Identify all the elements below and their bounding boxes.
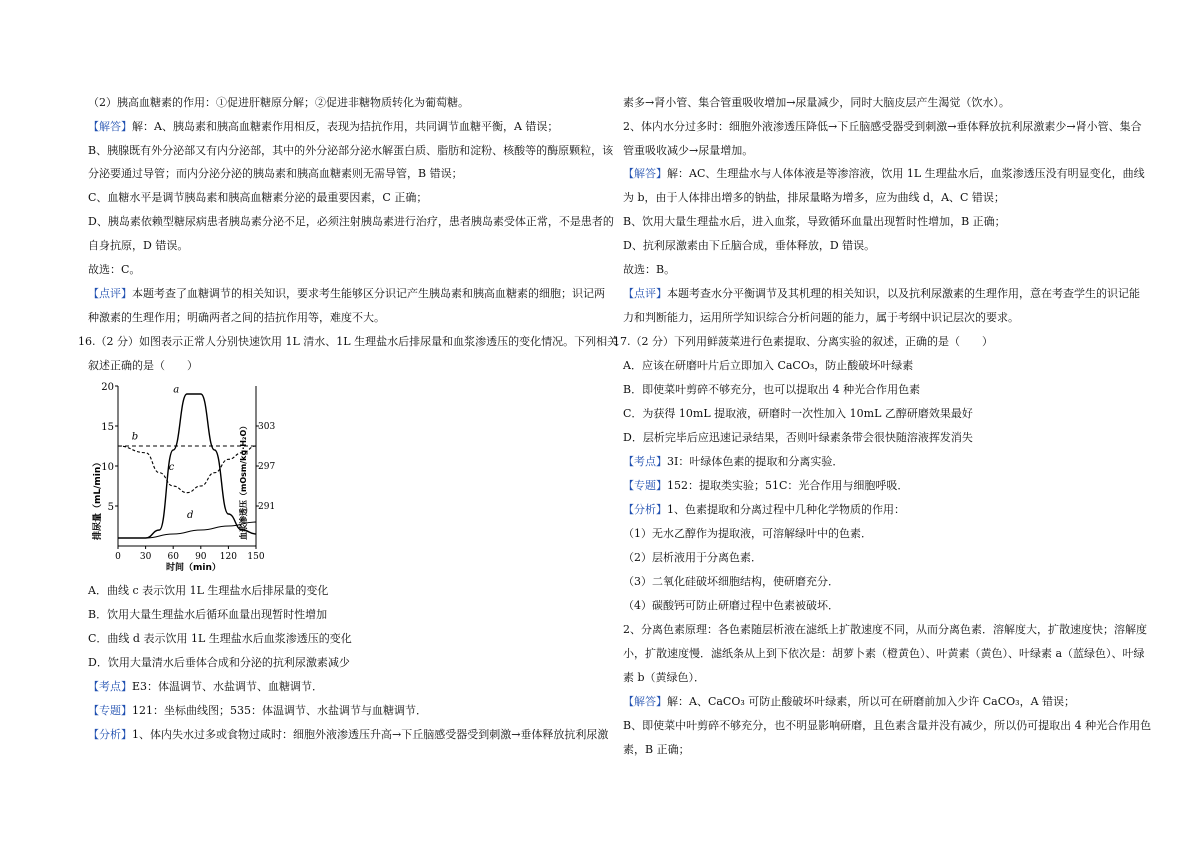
fenxi-text: 1、色素提取和分离过程中几种化学物质的作用： [667,503,905,516]
text-line: C、血糖水平是调节胰岛素和胰高血糖素分泌的最重要因素，C 正确； [88,191,428,204]
answer-tag: 【解答】 [623,695,667,708]
text-line: （2）层析液用于分离色素． [623,551,762,564]
text-line: （4）碳酸钙可防止研磨过程中色素被破坏． [623,599,839,612]
option-d: D．层析完毕后应迅速记录结果，否则叶绿素条带会很快随溶液挥发消失 [623,431,973,444]
right-axis-label: 血浆渗透压（mOsm/kg·H₂O） [239,421,248,540]
comment-tag: 【点评】 [623,287,667,300]
kaodian-tag: 【考点】 [88,680,132,693]
text-line: 小，扩散速度慢．滤纸条从上到下依次是：胡萝卜素（橙黄色）、叶黄素（黄色）、叶绿素 a（蓝绿色）、叶绿 [623,647,1145,660]
kaodian-line [88,680,323,694]
fenxi-tag: 【分析】 [88,728,132,741]
option-a: A．应该在研磨叶片后立即加入 CaCO₃，防止酸破坏叶绿素 [623,359,914,372]
option-a: A．曲线 c 表示饮用 1L 生理盐水后排尿量的变化 [88,584,329,597]
curve-label-b: b [131,431,139,443]
text-line: D、胰岛素依赖型糖尿病患者胰岛素分泌不足，必须注射胰岛素进行治疗，患者胰岛素受体正常，不是患者的 [88,215,614,228]
text-line: （1）无水乙醇作为提取液，可溶解绿叶中的色素． [623,527,872,540]
question-16-stem-cont: 叙述正确的是（ ） [88,359,198,372]
zhuanti-tag: 【专题】 [623,479,667,492]
text-line: B、饮用大量生理盐水后，进入血浆，导致循环血量出现暂时性增加，B 正确； [623,215,1006,228]
zhuanti-text: 121：坐标曲线图；535：体温调节、水盐调节与血糖调节． [132,704,427,717]
comment-text: 本题考查了血糖调节的相关知识，要求考生能够区分识记产生胰岛素和胰高血糖素的细胞；识记两 [132,287,605,300]
zhuanti-text: 152：提取类实验；51C：光合作用与细胞呼吸． [667,479,909,492]
option-b: B．饮用大量生理盐水后循环血量出现暂时性增加 [88,608,328,621]
question-16-stem: 16.（2 分）如图表示正常人分别快速饮用 1L 清水、1L 生理盐水后排尿量和血浆渗透压的变化情况。下列相关 [78,335,619,348]
text-line: 2、体内水分过多时：细胞外液渗透压降低→下丘脑感受器受到刺激→垂体释放抗利尿激素少→肾小管、集合 [623,120,1142,133]
left-tick-label: 5 [107,502,114,513]
left-tick-label: 10 [101,462,114,473]
zhuanti-line [88,704,427,718]
curve-label-c: c [168,462,175,473]
zhuanti-line [623,479,908,493]
curve-c [118,446,256,493]
answer-text: 解：A、CaCO₃ 可防止酸破坏叶绿素，所以可在研磨前加入少许 CaCO₃，A 错误； [667,695,1076,708]
right-tick-label: 291 [258,502,276,512]
curve-label-d: d [187,510,194,521]
text-line: 素，B 正确； [623,743,690,756]
tick-group [101,382,275,562]
answer-line [88,120,558,134]
comment-tag: 【点评】 [88,287,132,300]
kaodian-line [623,455,843,469]
kaodian-text: 3I：叶绿体色素的提取和分离实验． [667,455,844,468]
answer-line [623,167,1145,181]
text-line: B、胰腺既有外分泌部又有内分泌部，其中的外分泌部分泌水解蛋白质、脂肪和淀粉、核酸等的酶原颗粒，该 [88,144,614,157]
x-tick-label: 150 [247,552,265,562]
zhuanti-tag: 【专题】 [88,704,132,717]
chart-svg [93,380,296,576]
fenxi-line [88,728,608,742]
right-tick-label: 297 [258,462,276,472]
text-line: 素 b（黄绿色）． [623,671,706,684]
x-tick-label: 30 [139,552,152,562]
x-tick-label: 60 [167,552,179,562]
right-tick-label: 303 [258,422,276,432]
answer-line [623,695,1075,709]
curve-d [118,522,256,538]
kaodian-text: E3：体温调节、水盐调节、血糖调节． [132,680,324,693]
text-line: 自身抗原，D 错误。 [88,239,189,252]
curve-group [118,384,256,538]
text-line: D、抗利尿激素由下丘脑合成，垂体释放，D 错误。 [623,239,876,252]
text-line: 为 b，由于人体排出增多的钠盐，排尿量略为增多，应为曲线 d，A、C 错误； [623,191,1005,204]
text-line: 2、分离色素原理：各色素随层析液在滤纸上扩散速度不同，从而分离色素．溶解度大，扩散速度快；溶解度 [623,623,1147,636]
x-axis-label: 时间（min） [166,563,221,573]
comment-line [623,287,1140,301]
text-line: 分泌要通过导管；而内分泌分泌的胰岛素和胰高血糖素则无需导管，B 错误； [88,167,463,180]
x-tick-label: 90 [195,552,207,562]
left-tick-label: 15 [101,422,114,433]
x-tick-label: 120 [219,552,237,562]
text-line: 故选：C。 [88,263,141,276]
text-line: 故选：B。 [623,263,676,276]
question-17-stem: 17.（2 分）下列用鲜菠菜进行色素提取、分离实验的叙述，正确的是（ ） [613,335,993,348]
answer-tag: 【解答】 [623,167,667,180]
answer-text: 解：A、胰岛素和胰高血糖素作用相反，表现为拮抗作用，共同调节血糖平衡，A 错误； [132,120,559,133]
comment-line [88,287,605,301]
option-b: B．即使菜叶剪碎不够充分，也可以提取出 4 种光合作用色素 [623,383,921,396]
left-tick-label: 20 [101,382,114,393]
text-line: （3）二氧化硅破坏细胞结构，使研磨充分． [623,575,839,588]
answer-text: 解：AC、生理盐水与人体体液是等渗溶液，饮用 1L 生理盐水后，血浆渗透压没有明显变化，曲线 [667,167,1145,180]
left-axis-label: 排尿量（mL/min） [93,457,103,540]
answer-tag: 【解答】 [88,120,132,133]
option-c: C．曲线 d 表示饮用 1L 生理盐水后血浆渗透压的变化 [88,632,352,645]
comment-text: 本题考查水分平衡调节及其机理的相关知识，以及抗利尿激素的生理作用，意在考查学生的识记能 [667,287,1140,300]
x-tick-label: 0 [115,552,121,562]
fenxi-text: 1、体内失水过多或食物过咸时：细胞外液渗透压升高→下丘脑感受器受到刺激→垂体释放抗利尿激 [132,728,609,741]
fenxi-line [623,503,905,517]
kaodian-tag: 【考点】 [623,455,667,468]
text-line: 种激素的生理作用；明确两者之间的拮抗作用等，难度不大。 [88,311,385,324]
text-line: 力和判断能力，运用所学知识综合分析问题的能力，属于考纲中识记层次的要求。 [623,311,1019,324]
option-d: D．饮用大量清水后垂体合成和分泌的抗利尿激素减少 [88,656,350,669]
text-line: （2）胰高血糖素的作用：①促进肝糖原分解；②促进非糖物质转化为葡萄糖。 [88,96,469,109]
text-line: B、即使菜中叶剪碎不够充分，也不明显影响研磨，且色素含量并没有减少，所以仍可提取出 4 种光合作用色 [623,719,1152,732]
curve-label-a: a [173,384,180,396]
text-line: 素多→肾小管、集合管重吸收增加→尿量减少，同时大脑皮层产生渴觉（饮水）。 [623,96,1010,109]
fenxi-tag: 【分析】 [623,503,667,516]
urine-osmotic-chart [93,380,296,576]
option-c: C．为获得 10mL 提取液，研磨时一次性加入 10mL 乙醇研磨效果最好 [623,407,973,420]
text-line: 管重吸收减少→尿量增加。 [623,144,754,157]
